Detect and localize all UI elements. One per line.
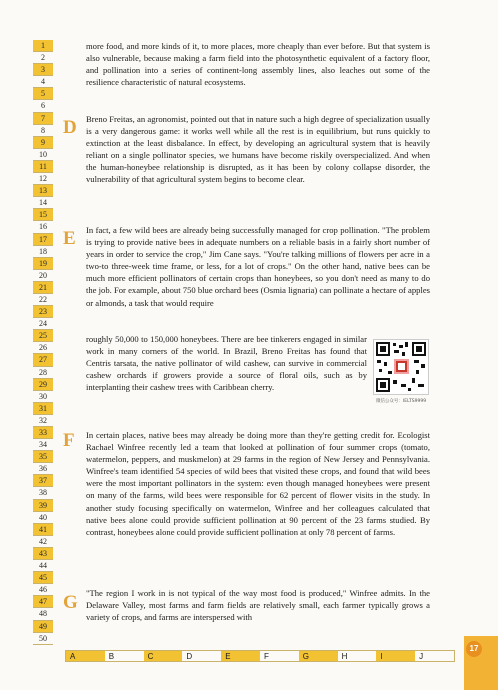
line-number: 35: [33, 451, 53, 463]
line-number: 18: [33, 246, 53, 258]
line-number: 49: [33, 621, 53, 633]
answer-letter-cell: H: [338, 651, 377, 661]
line-number: 42: [33, 536, 53, 548]
answer-letter-cell: C: [144, 651, 183, 661]
line-number: 11: [33, 161, 53, 173]
line-number: 22: [33, 294, 53, 306]
line-number: 33: [33, 427, 53, 439]
paragraph-g: "The region I work in is not typical of the way most food is produced," Winfree admits. In the Delaware Valley, most farms and farm fields are relatively small, each farmer typically grows a variety of crops, and farms are interspersed with: [86, 588, 430, 623]
line-number: 9: [33, 137, 53, 149]
line-number: 19: [33, 258, 53, 270]
answer-letter-cell: J: [415, 651, 454, 661]
answer-letter-cell: E: [221, 651, 260, 661]
page-number: 17: [466, 641, 482, 657]
line-number: 2: [33, 52, 53, 64]
line-number: 31: [33, 403, 53, 415]
line-number: 32: [33, 415, 53, 427]
line-number: 1: [33, 40, 53, 52]
line-number: 21: [33, 282, 53, 294]
answer-letter-cell: I: [376, 651, 415, 661]
qr-code-image: [373, 339, 429, 395]
line-number: 3: [33, 64, 53, 76]
paragraph-e-full: In fact, a few wild bees are already being successfully managed for crop pollination. "The problem is trying to provide native bees in adequate numbers on a reliable basis in a fairly short number of years in order to service the crop," Jim Cane says. "You're talking millions of flowers per acre in a two-to three-week time frame, or less, for a lot of crops." On the other hand, native bees can be much more efficient pollinators of certain crops than honeybees, so you don't need as many to do the job. For example, about 750 blue orchard bees (Osmia lignaria) can pollinate a hectare of apples or almonds, a task that would require: [86, 225, 430, 308]
answer-letter-bar: [65, 650, 455, 662]
line-number: 29: [33, 379, 53, 391]
line-number: 7: [33, 113, 53, 125]
line-number: 38: [33, 487, 53, 499]
qr-caption: 微信公众号：IELTS9999: [375, 399, 427, 404]
paragraph-e-wrapped: roughly 50,000 to 150,000 honeybees. There are bee tinkerers engaged in similar work in many corners of the world. In Brazil, Breno Freitas has found that Centris tarsata, the native pollinator of wild cashew, can survive in commercial cashew orchards if growers provide a source of floral oils, such as by interplanting their cashew trees with Caribbean cherry.: [86, 334, 367, 393]
line-number: 6: [33, 100, 53, 112]
line-number: 10: [33, 149, 53, 161]
paragraph-letter-g: G: [63, 592, 78, 613]
paragraph-f: In certain places, native bees may already be doing more than they're getting credit for. Ecologist Rachael Winfree recently led a team that looked at pollination of four summer crops (tomato, watermelon, peppers, and muskmelon) at 29 farms in the region of New Jersey and Pennsylvania. Winfree's team identified 54 species of wild bees that visited these crops, and found that wild bees were the most important pollinators in the system: even though managed honeybees were present on many of the farms, wild bees were responsible for 62 percent of flower visits in the study. In another study focusing specifically on watermelon, Winfree and her colleagues calculated that native bees alone could provide sufficient pollination at 90 percent of the 23 farms studied. By contrast, honeybees alone could provide sufficient pollination at only 78 percent of farms.: [86, 430, 430, 537]
paragraph-letter-d: D: [63, 117, 77, 138]
line-number: 4: [33, 76, 53, 88]
line-number: 17: [33, 234, 53, 246]
answer-letter-cell: A: [66, 651, 105, 661]
line-number: 23: [33, 306, 53, 318]
line-number-strip: [33, 40, 53, 645]
line-number: 47: [33, 596, 53, 608]
line-number: 12: [33, 173, 53, 185]
paragraph-letter-e: E: [63, 228, 76, 249]
answer-letter-cell: G: [299, 651, 338, 661]
line-number: 16: [33, 221, 53, 233]
line-number: 44: [33, 560, 53, 572]
answer-letter-cell: F: [260, 651, 299, 661]
line-number: 5: [33, 88, 53, 100]
line-number: 46: [33, 584, 53, 596]
answer-letter-cell: D: [182, 651, 221, 661]
intro-paragraph: more food, and more kinds of it, to more places, more cheaply than ever before. But that system is also vulnerable, because making a farm field into the photosynthetic equivalent of a factory floor, and pollination into a series of continent-long assembly lines, also leaches out some of the resilience characteristic of natural ecosystems.: [86, 41, 430, 88]
line-number: 48: [33, 608, 53, 620]
line-number: 15: [33, 209, 53, 221]
paragraph-d: Breno Freitas, an agronomist, pointed out that in nature such a high degree of specialization usually is a very dangerous game: it works well while all the rest is in equilibrium, but runs quickly to extinction at the least disbalance. In effect, by developing an agricultural system that is heavily reliant on a single pollinator species, we humans have become riskily overspecialized. And when the human-honeybee relationship is disrupted, as it has been by colony collapse disorder, the vulnerability of that agricultural system begins to become clear.: [86, 114, 430, 185]
line-number: 45: [33, 572, 53, 584]
line-number: 39: [33, 500, 53, 512]
line-number: 8: [33, 125, 53, 137]
line-number: 37: [33, 475, 53, 487]
line-number: 41: [33, 524, 53, 536]
line-number: 43: [33, 548, 53, 560]
line-number: 50: [33, 633, 53, 645]
line-number: 20: [33, 270, 53, 282]
line-number: 34: [33, 439, 53, 451]
line-number: 25: [33, 330, 53, 342]
line-number: 40: [33, 512, 53, 524]
line-number: 36: [33, 463, 53, 475]
line-number: 26: [33, 342, 53, 354]
answer-letter-cell: B: [105, 651, 144, 661]
line-number: 28: [33, 367, 53, 379]
line-number: 14: [33, 197, 53, 209]
line-number: 24: [33, 318, 53, 330]
line-number: 30: [33, 391, 53, 403]
line-number: 13: [33, 185, 53, 197]
paragraph-letter-f: F: [63, 430, 75, 451]
line-number: 27: [33, 354, 53, 366]
